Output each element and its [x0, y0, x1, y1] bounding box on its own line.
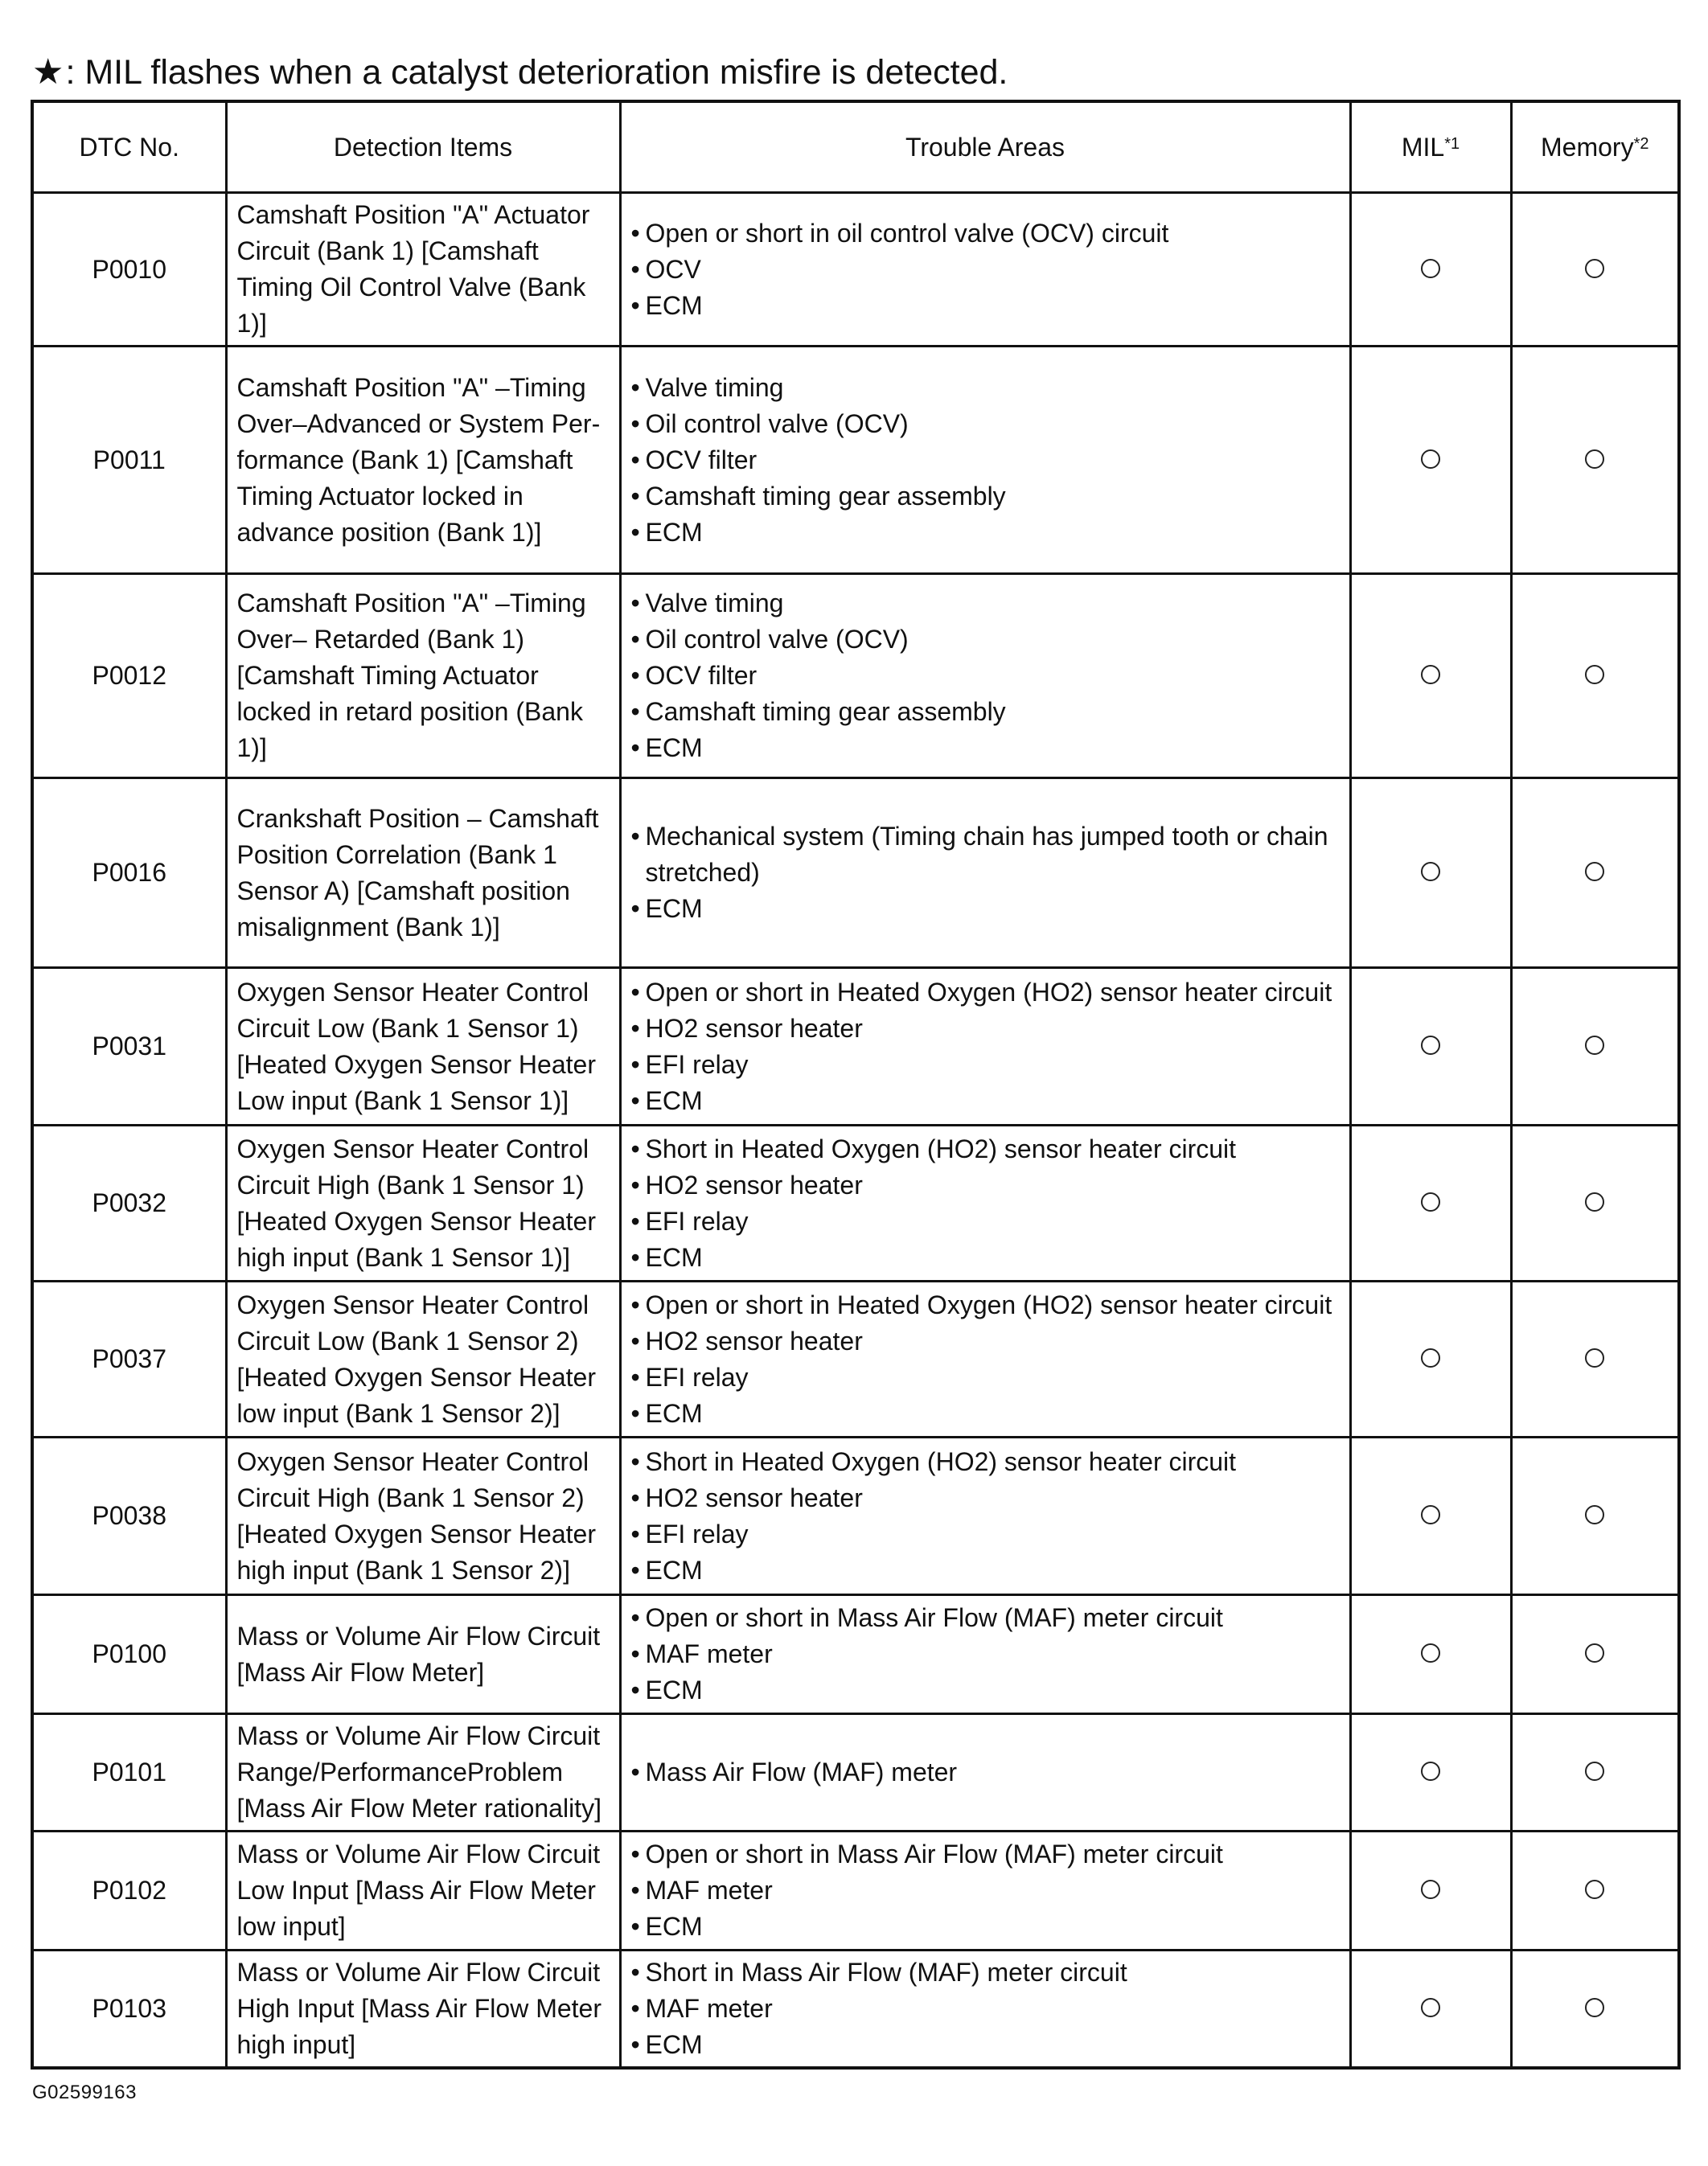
- mil-circle-icon: [1421, 1192, 1440, 1212]
- trouble-areas: [620, 1832, 1350, 1951]
- trouble-areas: [620, 1438, 1350, 1595]
- trouble-area-item: • Short in Heated Oxygen (HO2) sensor heater circuit: [631, 1444, 1341, 1480]
- trouble-area-item: • ECM: [631, 515, 1341, 551]
- trouble-area-item: • EFI relay: [631, 1516, 1341, 1553]
- detection-item: Camshaft Position "A" –Timing Over– Retarded (Bank 1) [Camshaft Timing Actuator locked in retard position (Bank 1)]: [226, 574, 620, 778]
- memory-cell: [1511, 1282, 1679, 1438]
- trouble-areas: [620, 193, 1350, 347]
- trouble-area-list: [631, 370, 1341, 551]
- dtc-table-body: [32, 193, 1679, 2069]
- table-row: [32, 1126, 1679, 1282]
- memory-circle-icon: [1585, 1998, 1604, 2017]
- trouble-area-item: • HO2 sensor heater: [631, 1480, 1341, 1516]
- trouble-areas: [620, 574, 1350, 778]
- table-row: [32, 1282, 1679, 1438]
- dtc-code: P0038: [32, 1438, 226, 1595]
- figure-id: G02599163: [32, 2082, 137, 2103]
- mil-circle-icon: [1421, 259, 1440, 278]
- trouble-area-list: [631, 1600, 1341, 1709]
- footnote-star-note: [32, 50, 1008, 95]
- trouble-area-item: • EFI relay: [631, 1204, 1341, 1240]
- trouble-area-item: • ECM: [631, 1240, 1341, 1276]
- detection-item: Camshaft Position "A" –Timing Over–Advanced or System Per-formance (Bank 1) [Camshaft Timing Actuator locked in advance position (Bank 1)]: [226, 347, 620, 574]
- detection-item: Crankshaft Position – Camshaft Position Correlation (Bank 1 Sensor A) [Camshaft position misalignment (Bank 1)]: [226, 778, 620, 968]
- trouble-area-item: • Short in Mass Air Flow (MAF) meter circuit: [631, 1955, 1341, 1991]
- table-row: [32, 778, 1679, 968]
- memory-circle-icon: [1585, 1643, 1604, 1663]
- memory-circle-icon: [1585, 1192, 1604, 1212]
- detection-item: Oxygen Sensor Heater Control Circuit Low (Bank 1 Sensor 1) [Heated Oxygen Sensor Heater Low input (Bank 1 Sensor 1)]: [226, 968, 620, 1126]
- header-mil-footnote: *1: [1444, 134, 1460, 153]
- mil-cell: [1350, 193, 1511, 347]
- mil-cell: [1350, 347, 1511, 574]
- dtc-code: P0101: [32, 1714, 226, 1832]
- header-trouble-areas: Trouble Areas: [620, 101, 1350, 193]
- trouble-area-list: [631, 818, 1341, 927]
- mil-circle-icon: [1421, 1880, 1440, 1899]
- dtc-code: P0102: [32, 1832, 226, 1951]
- star-icon: ★: [32, 52, 64, 92]
- dtc-code: P0037: [32, 1282, 226, 1438]
- memory-circle-icon: [1585, 1762, 1604, 1781]
- mil-circle-icon: [1421, 1505, 1440, 1524]
- mil-circle-icon: [1421, 1348, 1440, 1368]
- detection-item: Mass or Volume Air Flow Circuit Range/PerformanceProblem [Mass Air Flow Meter rationality]: [226, 1714, 620, 1832]
- memory-circle-icon: [1585, 449, 1604, 469]
- trouble-area-item: • ECM: [631, 891, 1341, 927]
- trouble-area-list: [631, 215, 1341, 324]
- trouble-area-item: • ECM: [631, 288, 1341, 324]
- mil-cell: [1350, 778, 1511, 968]
- trouble-area-item: • ECM: [631, 1672, 1341, 1709]
- memory-cell: [1511, 1595, 1679, 1714]
- detection-item: Camshaft Position "A" Actuator Circuit (Bank 1) [Camshaft Timing Oil Control Valve (Bank 1)]: [226, 193, 620, 347]
- dtc-code: P0031: [32, 968, 226, 1126]
- memory-cell: [1511, 1714, 1679, 1832]
- table-row: [32, 1438, 1679, 1595]
- trouble-area-item: • Mechanical system (Timing chain has jumped tooth or chain stretched): [631, 818, 1341, 891]
- table-row: [32, 1832, 1679, 1951]
- memory-circle-icon: [1585, 1036, 1604, 1055]
- mil-cell: [1350, 1595, 1511, 1714]
- trouble-area-item: • Open or short in Heated Oxygen (HO2) sensor heater circuit: [631, 974, 1341, 1011]
- memory-cell: [1511, 347, 1679, 574]
- dtc-code: P0010: [32, 193, 226, 347]
- trouble-areas: [620, 347, 1350, 574]
- star-note-text: : MIL flashes when a catalyst deterioration misfire is detected.: [65, 53, 1008, 92]
- detection-item: Oxygen Sensor Heater Control Circuit High (Bank 1 Sensor 2) [Heated Oxygen Sensor Heater high input (Bank 1 Sensor 2)]: [226, 1438, 620, 1595]
- trouble-area-list: [631, 1754, 1341, 1791]
- table-row: [32, 347, 1679, 574]
- header-memory-footnote: *2: [1633, 134, 1649, 153]
- trouble-area-item: • Open or short in Mass Air Flow (MAF) meter circuit: [631, 1836, 1341, 1873]
- trouble-areas: [620, 1951, 1350, 2069]
- trouble-area-list: [631, 1131, 1341, 1276]
- trouble-area-item: • EFI relay: [631, 1047, 1341, 1083]
- mil-circle-icon: [1421, 449, 1440, 469]
- mil-circle-icon: [1421, 1643, 1440, 1663]
- trouble-areas: [620, 968, 1350, 1126]
- mil-circle-icon: [1421, 665, 1440, 684]
- detection-item: Mass or Volume Air Flow Circuit High Input [Mass Air Flow Meter high input]: [226, 1951, 620, 2069]
- memory-circle-icon: [1585, 259, 1604, 278]
- trouble-area-item: • ECM: [631, 1909, 1341, 1945]
- trouble-areas: [620, 1714, 1350, 1832]
- header-detection-items: Detection Items: [226, 101, 620, 193]
- dtc-code: P0011: [32, 347, 226, 574]
- memory-cell: [1511, 193, 1679, 347]
- mil-cell: [1350, 574, 1511, 778]
- mil-cell: [1350, 1126, 1511, 1282]
- trouble-area-item: • Oil control valve (OCV): [631, 406, 1341, 442]
- memory-cell: [1511, 1951, 1679, 2069]
- detection-item: Mass or Volume Air Flow Circuit [Mass Air Flow Meter]: [226, 1595, 620, 1714]
- memory-circle-icon: [1585, 665, 1604, 684]
- mil-cell: [1350, 1832, 1511, 1951]
- dtc-code: P0016: [32, 778, 226, 968]
- dtc-table: [31, 100, 1681, 2070]
- trouble-area-item: • Camshaft timing gear assembly: [631, 694, 1341, 730]
- memory-cell: [1511, 778, 1679, 968]
- trouble-area-item: • Short in Heated Oxygen (HO2) sensor heater circuit: [631, 1131, 1341, 1167]
- trouble-area-item: • Valve timing: [631, 585, 1341, 621]
- trouble-area-item: • Open or short in Heated Oxygen (HO2) sensor heater circuit: [631, 1287, 1341, 1323]
- mil-circle-icon: [1421, 1998, 1440, 2017]
- trouble-area-item: • Open or short in oil control valve (OCV) circuit: [631, 215, 1341, 252]
- table-row: [32, 968, 1679, 1126]
- trouble-area-item: • ECM: [631, 1083, 1341, 1119]
- mil-cell: [1350, 1438, 1511, 1595]
- trouble-area-item: • MAF meter: [631, 1991, 1341, 2027]
- trouble-area-item: • ECM: [631, 2027, 1341, 2063]
- trouble-area-list: [631, 1287, 1341, 1432]
- trouble-area-item: • MAF meter: [631, 1636, 1341, 1672]
- trouble-area-list: [631, 585, 1341, 766]
- detection-item: Mass or Volume Air Flow Circuit Low Input [Mass Air Flow Meter low input]: [226, 1832, 620, 1951]
- table-row: [32, 1714, 1679, 1832]
- trouble-area-list: [631, 974, 1341, 1119]
- memory-cell: [1511, 1438, 1679, 1595]
- memory-circle-icon: [1585, 1505, 1604, 1524]
- mil-circle-icon: [1421, 1762, 1440, 1781]
- trouble-area-item: • Mass Air Flow (MAF) meter: [631, 1754, 1341, 1791]
- memory-circle-icon: [1585, 1880, 1604, 1899]
- trouble-area-item: • ECM: [631, 1553, 1341, 1589]
- trouble-area-list: [631, 1955, 1341, 2063]
- trouble-areas: [620, 778, 1350, 968]
- header-memory-label: Memory: [1541, 132, 1634, 162]
- table-row: [32, 574, 1679, 778]
- trouble-area-item: • OCV filter: [631, 442, 1341, 478]
- trouble-area-item: • Valve timing: [631, 370, 1341, 406]
- trouble-area-item: • HO2 sensor heater: [631, 1167, 1341, 1204]
- mil-circle-icon: [1421, 1036, 1440, 1055]
- header-dtc-no: DTC No.: [32, 101, 226, 193]
- trouble-area-item: • ECM: [631, 730, 1341, 766]
- memory-circle-icon: [1585, 862, 1604, 881]
- trouble-area-item: • ECM: [631, 1396, 1341, 1432]
- header-memory: [1511, 101, 1679, 193]
- trouble-area-item: • Open or short in Mass Air Flow (MAF) meter circuit: [631, 1600, 1341, 1636]
- table-row: [32, 193, 1679, 347]
- table-row: [32, 1951, 1679, 2069]
- trouble-area-item: • OCV: [631, 252, 1341, 288]
- memory-cell: [1511, 1832, 1679, 1951]
- memory-circle-icon: [1585, 1348, 1604, 1368]
- detection-item: Oxygen Sensor Heater Control Circuit High (Bank 1 Sensor 1) [Heated Oxygen Sensor Heater high input (Bank 1 Sensor 1)]: [226, 1126, 620, 1282]
- table-header-row: [32, 101, 1679, 193]
- trouble-area-item: • Camshaft timing gear assembly: [631, 478, 1341, 515]
- trouble-area-item: • EFI relay: [631, 1360, 1341, 1396]
- mil-circle-icon: [1421, 862, 1440, 881]
- trouble-area-list: [631, 1444, 1341, 1589]
- trouble-areas: [620, 1126, 1350, 1282]
- trouble-areas: [620, 1282, 1350, 1438]
- dtc-code: P0103: [32, 1951, 226, 2069]
- mil-cell: [1350, 1714, 1511, 1832]
- trouble-area-item: • MAF meter: [631, 1873, 1341, 1909]
- memory-cell: [1511, 1126, 1679, 1282]
- trouble-area-list: [631, 1836, 1341, 1945]
- detection-item: Oxygen Sensor Heater Control Circuit Low (Bank 1 Sensor 2) [Heated Oxygen Sensor Heater low input (Bank 1 Sensor 2)]: [226, 1282, 620, 1438]
- header-mil-label: MIL: [1401, 132, 1445, 162]
- dtc-code: P0032: [32, 1126, 226, 1282]
- trouble-area-item: • HO2 sensor heater: [631, 1323, 1341, 1360]
- header-mil: [1350, 101, 1511, 193]
- mil-cell: [1350, 968, 1511, 1126]
- memory-cell: [1511, 574, 1679, 778]
- dtc-code: P0100: [32, 1595, 226, 1714]
- trouble-area-item: • HO2 sensor heater: [631, 1011, 1341, 1047]
- dtc-code: P0012: [32, 574, 226, 778]
- mil-cell: [1350, 1282, 1511, 1438]
- memory-cell: [1511, 968, 1679, 1126]
- trouble-area-item: • OCV filter: [631, 658, 1341, 694]
- mil-cell: [1350, 1951, 1511, 2069]
- trouble-areas: [620, 1595, 1350, 1714]
- trouble-area-item: • Oil control valve (OCV): [631, 621, 1341, 658]
- table-row: [32, 1595, 1679, 1714]
